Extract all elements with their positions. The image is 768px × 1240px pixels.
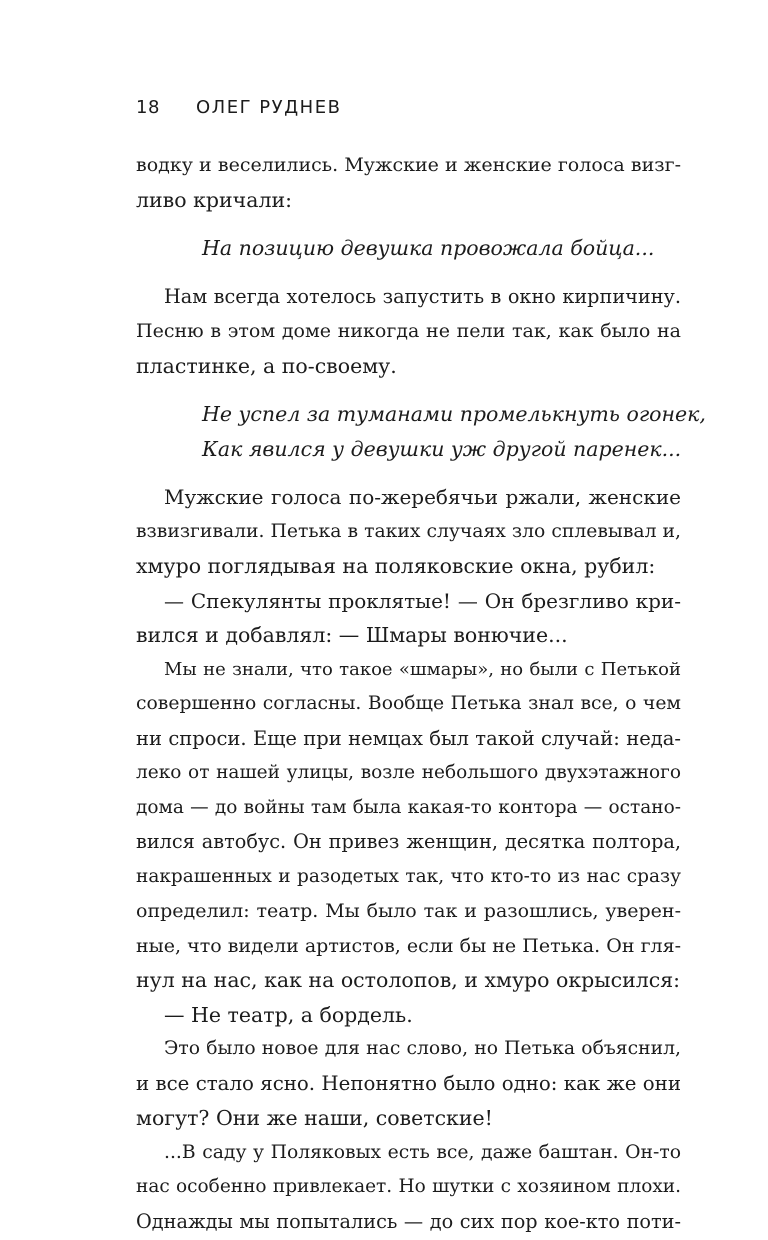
text-line: взвизгивали. Петька в таких случаях зло сплевывал и, [136,520,681,542]
verse-line: На позицию девушка провожала бойца... [202,236,655,260]
text-line: ные, что видели артистов, если бы не Петька. Он гля- [136,934,681,957]
text-line: Нам всегда хотелось запустить в окно кирпичину. [164,284,681,308]
text-line: и все стало ясно. Непонятно было одно: как же они [136,1071,681,1095]
text-line: ни спроси. Еще при немцах был такой случай: неда- [136,726,681,750]
verse-line: Как явился у девушки уж другой паренек... [202,436,682,461]
text-line: хмуро поглядывая на поляковские окна, рубил: [136,554,656,578]
text-line: вился автобус. Он привез женщин, десятка полтора, [136,830,681,853]
paragraph [136,148,681,217]
verse-quote [136,397,706,466]
text-line: водку и веселились. Мужские и женские голоса визг- [136,154,681,176]
text-line: нас особенно привлекает. Но шутки с хозяином плохи. [136,1176,681,1197]
text-line: нул на нас, как на остолопов, и хмуро окрысился: [136,968,681,992]
verse-line: Не успел за туманами промелькнуть огонек, [202,402,706,426]
text-line: накрашенных и разодетых так, что кто-то из нас сразу [136,865,681,887]
paragraph [136,280,681,384]
text-line: — Не театр, а бордель. [164,1002,413,1027]
text-line: определил: театр. Мы было так и разошлись, уверен- [136,900,681,922]
paragraph [136,584,681,653]
verse-quote [136,231,681,266]
text-line: совершенно согласны. Вообще Петька знал все, о чем [136,693,681,714]
paragraph [136,653,681,998]
text-line: — Спекулянты проклятые! — Он брезгливо кри- [164,588,681,613]
page-number: 18 [136,96,160,118]
body-text [136,148,706,1239]
text-line: Песню в этом доме никогда не пели так, как было на [136,320,681,342]
text-line: пластинке, а по-своему. [136,353,397,378]
text-line: ...В саду у Поляковых есть все, даже баштан. Он-то [164,1141,681,1163]
text-line: Мы не знали, что такое «шмары», но были с Петькой [164,658,681,680]
text-line: Однажды мы попытались — до сих пор кое-кто поти- [136,1209,681,1233]
text-line: Это было новое для нас слово, но Петька объяснил, [164,1038,681,1059]
text-line: леко от нашей улицы, возле небольшого двухэтажного [136,762,681,783]
text-line: дома — до войны там была какая-то контора — остано- [136,796,681,818]
paragraph [136,1136,681,1240]
text-line: Мужские голоса по-жеребячьи ржали, женские [164,485,681,509]
text-line: могут? Они же наши, советские! [136,1106,493,1130]
paragraph [136,998,681,1033]
author-name: ОЛЕГ РУДНЕВ [196,96,342,118]
paragraph [136,1032,681,1136]
running-head [136,94,341,120]
text-line: вился и добавлял: — Шмары вонючие... [136,623,568,647]
text-line: ливо кричали: [136,187,293,212]
paragraph [136,480,681,584]
